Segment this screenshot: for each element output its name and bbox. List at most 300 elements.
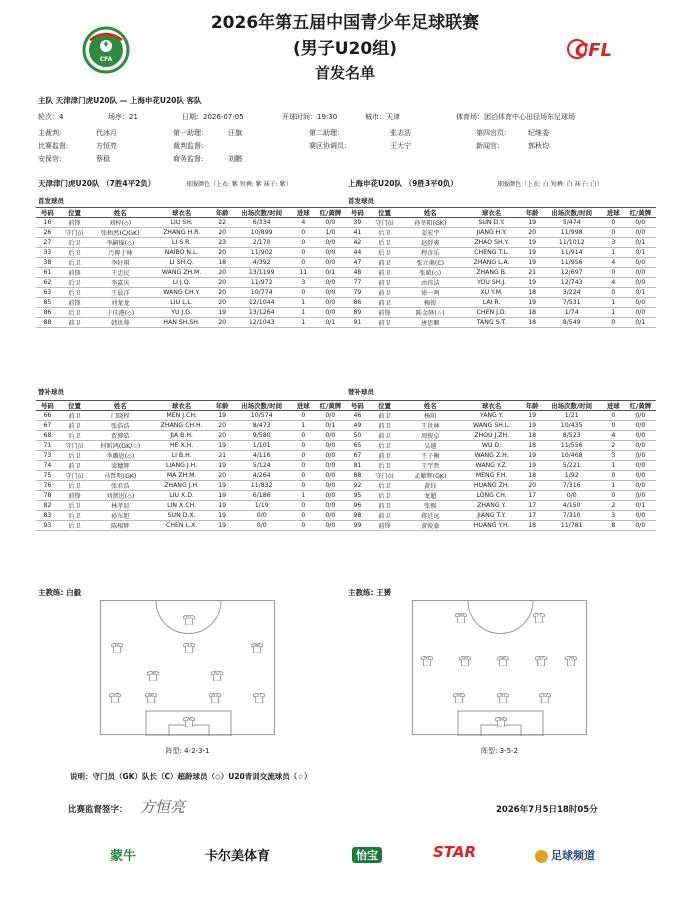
player-cell: 5/221	[562, 462, 581, 469]
column-header: 位置	[378, 209, 391, 217]
player-cell: 1	[611, 299, 616, 306]
official-name: 蔡稳	[96, 155, 110, 163]
player-cell: 8/523	[562, 432, 581, 439]
player-cell: 19	[528, 422, 537, 429]
player-cell: 0/1	[635, 319, 646, 326]
player-cell: 41	[353, 229, 362, 236]
home-coach: 主教练: 白毅	[38, 588, 82, 597]
official-role: 裁判监督:	[173, 142, 204, 150]
home-team-name: 天津津门虎U20队 （7胜4平2负）	[38, 179, 156, 188]
player-cell: 20	[218, 249, 227, 256]
player-cell: 89	[353, 309, 362, 316]
player-cell: 赖锐	[424, 300, 437, 307]
player-row	[36, 431, 346, 441]
official-role: 比赛监督:	[38, 142, 69, 150]
jersey-icon	[459, 656, 471, 666]
player-cell: 0	[611, 412, 616, 419]
player-cell: 前卫	[68, 413, 81, 420]
official-name: 郭秋均	[528, 142, 549, 150]
player-cell: 4/264	[252, 472, 271, 479]
player-cell: 后卫	[68, 513, 81, 520]
player-cell: 20	[218, 432, 227, 439]
column-header: 进球	[606, 209, 620, 217]
player-row	[346, 521, 656, 531]
player-cell: ZHANG L.A.	[473, 259, 510, 266]
player-cell: ZHANG CH.H.	[160, 422, 203, 429]
player-cell: 0/0	[635, 442, 646, 449]
player-cell: 47	[353, 259, 362, 266]
league-subtitle: (男子U20组)	[292, 39, 397, 59]
player-cell: 张梧然(C/GK)	[100, 230, 140, 237]
jersey-icon	[565, 656, 577, 666]
official-role: 赛区协调员:	[309, 142, 347, 150]
player-cell: 守门员	[375, 220, 394, 227]
player-cell: 前卫	[378, 513, 391, 520]
official-name: 纪继委	[528, 129, 549, 137]
player-cell: 林孝辰	[110, 503, 130, 510]
player-cell: 0	[301, 482, 306, 489]
player-row	[346, 228, 656, 238]
svg-text:CFA: CFA	[99, 56, 113, 63]
player-cell: 10/574	[250, 412, 273, 419]
column-header: 出场次数/时间	[551, 402, 593, 410]
player-cell: 0/1	[325, 269, 336, 276]
player-cell: 陈相辉	[110, 523, 130, 530]
player-cell: 10/899	[250, 229, 273, 236]
player-cell: 91	[353, 319, 362, 326]
player-row	[36, 481, 346, 491]
player-cell: 0/0	[325, 239, 336, 246]
column-header: 红/黄牌	[319, 209, 342, 217]
home-formation: 阵型: 4-2-3-1	[165, 747, 210, 755]
player-cell: 0/0	[635, 432, 646, 439]
player-cell: CHEN L.X.	[166, 522, 198, 529]
cfa-logo	[82, 26, 130, 74]
player-cell: LI B.H.	[171, 452, 192, 459]
jersey-icon	[455, 613, 467, 623]
player-cell: 2/170	[252, 239, 271, 246]
player-cell: 0/0	[635, 452, 646, 459]
player-cell: 18	[218, 259, 227, 266]
player-cell: 11/972	[250, 279, 273, 286]
player-cell: 63	[43, 289, 52, 296]
player-cell: LIN X.CH.	[167, 502, 197, 509]
player-cell: HUANG ZH.	[473, 482, 510, 489]
player-cell: 19	[218, 522, 227, 529]
player-cell: WANG Z.H.	[474, 452, 509, 459]
player-cell: 38	[43, 259, 52, 266]
player-cell: 18	[528, 432, 537, 439]
player-cell: 后卫	[68, 240, 81, 247]
player-cell: YOU SH.J.	[477, 279, 507, 286]
player-cell: 韩世帅	[110, 320, 130, 327]
player-cell: 0	[301, 249, 306, 256]
player-cell: 86	[43, 309, 52, 316]
player-cell: 20	[528, 482, 537, 489]
player-cell: 后卫	[68, 523, 81, 530]
player-cell: 10/435	[560, 422, 583, 429]
player-cell: 0	[301, 259, 306, 266]
player-cell: 0/0	[256, 512, 267, 519]
football-channel-icon	[535, 850, 548, 863]
league-title: 2026年第五届中国青少年足球联赛	[210, 13, 480, 33]
player-cell: 21	[218, 452, 227, 459]
player-cell: 前锋	[68, 220, 81, 227]
player-cell: 22	[218, 219, 227, 226]
player-row	[346, 481, 656, 491]
player-cell: 孙东旭	[110, 513, 130, 520]
player-cell: 11/832	[250, 482, 273, 489]
player-cell: 7/310	[562, 512, 581, 519]
player-cell: 93	[43, 522, 52, 529]
jersey-number: 61	[186, 616, 192, 621]
player-cell: 62	[43, 279, 52, 286]
player-cell: 王宇哲	[420, 463, 440, 470]
player-cell: 12/1044	[248, 299, 275, 306]
column-header: 红/黄牌	[629, 209, 652, 217]
player-cell: 门晓程	[110, 413, 130, 420]
column-header: 进球	[296, 209, 310, 217]
jersey-number: 38	[150, 672, 156, 677]
player-cell: 李嘉庆	[110, 280, 130, 287]
away-subs-label: 替补球员	[348, 388, 374, 396]
player-cell: 0	[611, 319, 616, 326]
player-cell: 于佳港(◇)	[106, 310, 135, 317]
player-cell: 1	[611, 482, 616, 489]
player-cell: 50	[353, 432, 362, 439]
player-cell: 12/697	[560, 269, 583, 276]
jersey-icon	[183, 643, 195, 653]
player-cell: 0	[301, 412, 306, 419]
player-row	[36, 278, 346, 288]
player-cell: 19	[218, 412, 227, 419]
player-cell: 65	[353, 442, 362, 449]
jersey-number: 91	[424, 657, 430, 662]
player-cell: 贾博皓	[110, 433, 130, 440]
sponsor-cestbon: 怡宝	[352, 847, 382, 863]
player-cell: 0/0	[325, 472, 336, 479]
player-cell: 83	[43, 512, 52, 519]
jersey-number: 33	[186, 644, 192, 649]
player-cell: 0/1	[325, 422, 336, 429]
player-cell: 0/0	[635, 259, 646, 266]
player-cell: 19	[528, 249, 537, 256]
player-cell: 0/0	[325, 452, 336, 459]
player-cell: 1/74	[564, 309, 579, 316]
player-row	[36, 521, 346, 531]
column-header: 球衣名	[482, 402, 502, 410]
column-header: 进球	[296, 402, 310, 410]
player-cell: 0/0	[635, 512, 646, 519]
player-row	[346, 308, 656, 318]
player-row	[36, 511, 346, 521]
away-starters-table	[346, 207, 656, 328]
player-cell: 1	[611, 462, 616, 469]
player-cell: XU Y.M.	[480, 289, 503, 296]
player-cell: 3	[611, 452, 616, 459]
player-row	[346, 451, 656, 461]
player-cell: 4/116	[252, 452, 271, 459]
player-cell: 18	[528, 309, 537, 316]
player-cell: 19	[218, 502, 227, 509]
player-cell: LI S.R.	[172, 239, 192, 246]
player-cell: 3	[611, 512, 616, 519]
column-header: 号码	[351, 402, 364, 410]
supervisor-signature: 方恒亮	[140, 798, 186, 816]
column-header: 号码	[351, 209, 364, 217]
player-cell: 王世林	[420, 423, 440, 430]
away-formation: 阵型: 3-5-2	[481, 747, 518, 755]
jersey-icon	[251, 643, 263, 653]
player-cell: LI SH.Q.	[169, 259, 194, 266]
player-cell: 后卫	[68, 250, 81, 257]
player-cell: 85	[43, 299, 52, 306]
player-cell: 0	[301, 472, 306, 479]
player-cell: 0	[301, 452, 306, 459]
player-cell: 4	[611, 432, 616, 439]
football-channel-label: 足球频道	[551, 849, 595, 862]
player-cell: 95	[353, 492, 362, 499]
official-role: 第一助理:	[173, 129, 204, 137]
player-cell: 黄钰	[424, 483, 437, 490]
player-cell: MENG F.H.	[475, 472, 508, 479]
player-cell: 19	[218, 442, 227, 449]
player-cell: ZHANG B.	[476, 269, 507, 276]
player-row	[346, 318, 656, 328]
player-cell: 19	[218, 462, 227, 469]
player-cell: 20	[218, 269, 227, 276]
jersey-number: 89	[458, 614, 464, 619]
player-cell: 后卫	[68, 310, 81, 317]
player-cell: 蒋廷远	[420, 513, 440, 520]
jersey-number: 63	[212, 694, 218, 699]
player-cell: 前卫	[378, 290, 391, 297]
player-cell: 19	[528, 279, 537, 286]
player-row	[36, 258, 346, 268]
player-cell: 后卫	[68, 433, 81, 440]
player-cell: 98	[353, 512, 362, 519]
player-cell: 0/0	[325, 249, 336, 256]
table-header-row	[36, 401, 346, 411]
player-cell: MA ZH.M.	[166, 472, 197, 479]
column-header: 红/黄牌	[319, 402, 342, 410]
player-cell: 张立奥(C)	[416, 260, 445, 267]
player-cell: 前卫	[68, 320, 81, 327]
table-header-row	[346, 401, 656, 411]
player-cell: 11/956	[560, 259, 583, 266]
player-cell: 27	[43, 239, 52, 246]
player-cell: 3/224	[562, 289, 581, 296]
player-row	[346, 491, 656, 501]
player-row	[346, 268, 656, 278]
player-cell: 11/1012	[558, 239, 585, 246]
jersey-icon	[211, 671, 223, 681]
player-cell: WANG CH.Y.	[163, 289, 200, 296]
player-row	[346, 431, 656, 441]
player-cell: 5/474	[562, 219, 581, 226]
player-cell: WANG ZH.M.	[161, 269, 202, 276]
official-role: 新闻官:	[476, 142, 500, 150]
player-cell: 0/0	[325, 299, 336, 306]
timestamp: 2026年7月5日18时05分	[496, 805, 598, 815]
cfl-logo	[565, 34, 627, 64]
player-row	[36, 308, 346, 318]
player-cell: 49	[353, 422, 362, 429]
player-cell: 0	[301, 432, 306, 439]
player-cell: 孙冬阳(GK)	[414, 220, 447, 227]
player-cell: 4	[301, 219, 306, 226]
player-cell: SUN D.Y.	[478, 219, 505, 226]
player-cell: 9/580	[252, 432, 271, 439]
player-cell: 20	[528, 229, 537, 236]
player-cell: 守门员	[375, 473, 394, 480]
column-header: 位置	[378, 402, 391, 410]
player-cell: 39	[353, 219, 362, 226]
away-subs-table	[346, 400, 656, 531]
player-cell: 何昕鸿(GK/☆)	[100, 443, 141, 450]
table-header-row	[346, 208, 656, 218]
column-header: 姓名	[113, 402, 127, 410]
player-cell: WANG SH.L.	[472, 422, 511, 429]
player-cell: 前锋	[378, 523, 391, 530]
player-cell: SUN D.X.	[167, 512, 196, 519]
player-row	[36, 441, 346, 451]
player-cell: 20	[218, 422, 227, 429]
player-cell: 陈金驿(☆)	[415, 310, 445, 317]
player-cell: JIA B.H.	[170, 432, 193, 439]
player-cell: 0/0	[256, 522, 267, 529]
home-subs-table	[36, 400, 346, 531]
player-cell: 1	[301, 319, 306, 326]
player-cell: 张君浩	[110, 483, 130, 490]
player-cell: 前卫	[378, 270, 391, 277]
player-row	[346, 238, 656, 248]
player-cell: 后卫	[68, 260, 81, 267]
player-cell: CHENG T.L.	[474, 249, 509, 256]
player-cell: 86	[353, 299, 362, 306]
player-cell: 13/1199	[248, 269, 275, 276]
player-cell: 刘龙龙	[110, 300, 130, 307]
jersey-number: 33	[112, 694, 118, 699]
player-cell: 0/0	[325, 219, 336, 226]
player-cell: 前锋	[68, 270, 81, 277]
player-cell: LIU L.L.	[170, 299, 193, 306]
stadium: 体育场：团泊体育中心田径场东足球场	[456, 113, 575, 121]
player-cell: 11/998	[560, 229, 583, 236]
player-cell: 后卫	[378, 250, 391, 257]
player-cell: 19	[528, 259, 537, 266]
player-cell: 1/92	[564, 472, 579, 479]
player-cell: 17	[528, 492, 537, 499]
official-role: 第四官员:	[476, 129, 507, 137]
jersey-number: 44	[456, 694, 462, 699]
player-cell: 78	[43, 492, 52, 499]
player-cell: 王晨洋	[110, 290, 130, 297]
player-cell: 17	[528, 512, 537, 519]
player-cell: HUANG Y.H.	[473, 522, 510, 529]
official-name: 汪旗	[228, 129, 242, 137]
player-cell: 16	[43, 219, 52, 226]
jersey-number: 42	[542, 694, 548, 699]
player-cell: 11/556	[560, 442, 583, 449]
player-cell: 8/473	[252, 422, 271, 429]
player-cell: 92	[353, 482, 362, 489]
player-cell: 0	[611, 229, 616, 236]
player-cell: 后卫	[378, 463, 391, 470]
player-cell: 前锋	[68, 493, 81, 500]
player-cell: 徐一鸣	[420, 290, 440, 297]
player-cell: LAI R.	[482, 299, 501, 306]
player-cell: 前卫	[378, 423, 391, 430]
player-cell: 12/1043	[248, 319, 275, 326]
player-cell: 0/0	[325, 259, 336, 266]
player-cell: 1/21	[564, 412, 579, 419]
jersey-icon	[495, 717, 507, 727]
away-team-name: 上海申花U20队 （9胜3平0负）	[348, 179, 458, 188]
jersey-icon	[533, 613, 545, 623]
player-cell: 龙超	[424, 493, 437, 500]
player-cell: 0/0	[635, 219, 646, 226]
home-starters-table	[36, 207, 346, 328]
player-cell: 11/902	[250, 249, 273, 256]
player-cell: 3	[611, 239, 616, 246]
home-kit-colors: 球服颜色（上衣: 紫 短裤: 紫 袜子: 紫）	[186, 181, 292, 188]
player-cell: 守门员	[65, 473, 84, 480]
jersey-number: 77	[536, 614, 542, 619]
jersey-number: 88	[254, 644, 260, 649]
player-row	[346, 461, 656, 471]
player-cell: YANG Y.	[479, 412, 504, 419]
player-cell: 88	[43, 319, 52, 326]
player-cell: 前卫	[378, 320, 391, 327]
column-header: 红/黄牌	[629, 402, 652, 410]
player-row	[36, 451, 346, 461]
player-cell: 0/0	[635, 472, 646, 479]
away-coach: 主教练: 王赟	[348, 588, 392, 597]
player-cell: 后卫	[68, 453, 81, 460]
home-formation-pitch	[100, 600, 275, 735]
player-cell: 20	[218, 299, 227, 306]
player-cell: 0	[611, 289, 616, 296]
player-cell: 0/1	[635, 239, 646, 246]
player-cell: 20	[218, 289, 227, 296]
player-cell: 0/0	[325, 289, 336, 296]
player-cell: 0	[301, 289, 306, 296]
player-cell: 张浩浩	[110, 423, 130, 430]
player-cell: 0	[611, 492, 616, 499]
player-cell: 17	[528, 502, 537, 509]
player-cell: 4/150	[562, 502, 581, 509]
player-cell: 周俊卓	[420, 433, 440, 440]
player-cell: 前锋	[68, 300, 81, 307]
player-cell: 0/0	[635, 279, 646, 286]
away-formation-pitch	[412, 600, 587, 735]
player-row	[36, 218, 346, 228]
sponsor-football-channel	[535, 847, 595, 863]
player-row	[36, 298, 346, 308]
player-cell: 杨阳	[424, 413, 437, 420]
player-cell: 11	[299, 269, 308, 276]
player-cell: 20	[218, 472, 227, 479]
player-cell: 19	[528, 299, 537, 306]
column-header: 球衣名	[482, 209, 502, 217]
player-cell: 0	[301, 502, 306, 509]
player-cell: 1	[611, 249, 616, 256]
player-row	[36, 268, 346, 278]
player-cell: ZHAO SH.Y.	[474, 239, 509, 246]
column-header: 位置	[68, 209, 81, 217]
player-cell: 8/549	[562, 319, 581, 326]
